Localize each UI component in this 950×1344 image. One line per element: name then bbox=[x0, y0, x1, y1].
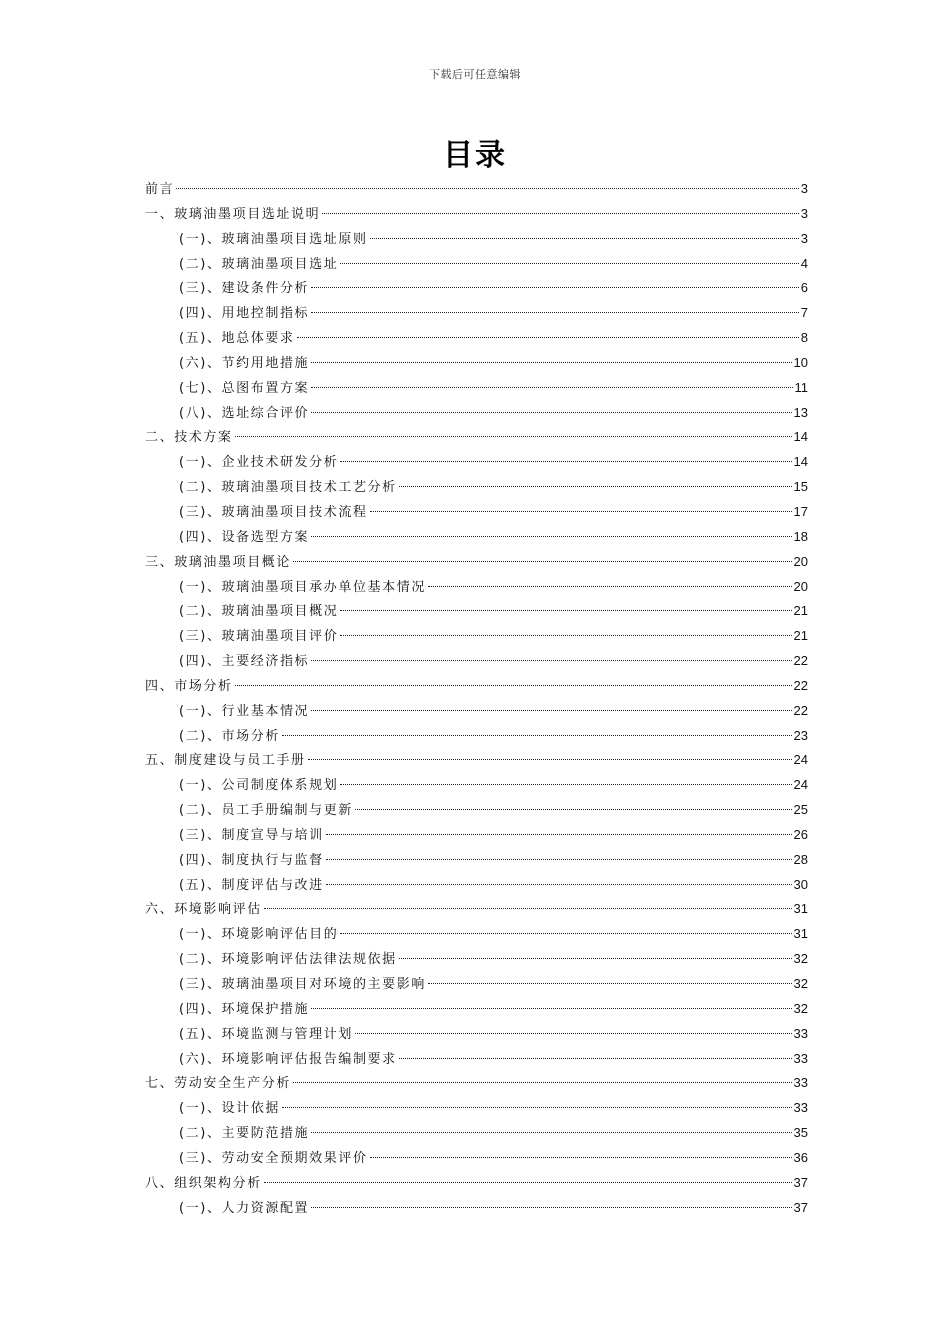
toc-entry-label: 七、劳动安全生产分析 bbox=[145, 1076, 292, 1092]
toc-entry[interactable] bbox=[145, 1171, 808, 1196]
toc-entry-page-number: 37 bbox=[793, 1174, 808, 1190]
toc-entry-page-number: 31 bbox=[793, 926, 808, 942]
toc-entry[interactable] bbox=[145, 649, 808, 674]
toc-dot-leader bbox=[311, 1008, 791, 1009]
toc-entry[interactable] bbox=[145, 575, 808, 600]
toc-entry-label: (二)、玻璃油墨项目技术工艺分析 bbox=[179, 480, 397, 496]
toc-entry-label: (二)、玻璃油墨项目选址 bbox=[179, 256, 339, 272]
toc-entry-page-number: 28 bbox=[793, 851, 808, 867]
toc-entry[interactable] bbox=[145, 724, 808, 749]
toc-entry-label: (二)、环境影响评估法律法规依据 bbox=[179, 952, 397, 968]
toc-dot-leader bbox=[340, 635, 791, 636]
page-header-note: 下载后可任意编辑 bbox=[429, 68, 521, 81]
toc-entry[interactable] bbox=[145, 773, 808, 798]
toc-entry[interactable] bbox=[145, 1096, 808, 1121]
toc-entry-page-number: 32 bbox=[793, 951, 808, 967]
toc-entry-label: (四)、环境保护措施 bbox=[179, 1001, 310, 1017]
toc-entry[interactable] bbox=[145, 1121, 808, 1146]
toc-entry-label: (七)、总图布置方案 bbox=[179, 380, 310, 396]
toc-dot-leader bbox=[235, 436, 792, 437]
toc-entry[interactable] bbox=[145, 1022, 808, 1047]
toc-entry-page-number: 21 bbox=[793, 603, 808, 619]
toc-entry-label: (一)、设计依据 bbox=[179, 1101, 280, 1117]
toc-entry-page-number: 33 bbox=[793, 1075, 808, 1091]
toc-dot-leader bbox=[370, 238, 799, 239]
toc-dot-leader bbox=[428, 586, 792, 587]
toc-entry-page-number: 33 bbox=[793, 1100, 808, 1116]
toc-entry[interactable] bbox=[145, 748, 808, 773]
toc-dot-leader bbox=[311, 660, 791, 661]
toc-entry-label: 六、环境影响评估 bbox=[145, 902, 262, 918]
toc-entry-page-number: 6 bbox=[800, 280, 808, 296]
toc-entry-label: (五)、环境监测与管理计划 bbox=[179, 1026, 353, 1042]
toc-entry-page-number: 15 bbox=[793, 479, 808, 495]
toc-dot-leader bbox=[311, 536, 791, 537]
toc-dot-leader bbox=[399, 486, 792, 487]
toc-dot-leader bbox=[264, 1182, 792, 1183]
toc-entry-label: (二)、市场分析 bbox=[179, 728, 280, 744]
toc-entry-label: 二、技术方案 bbox=[145, 430, 233, 446]
toc-dot-leader bbox=[297, 337, 799, 338]
toc-entry[interactable] bbox=[145, 997, 808, 1022]
toc-entry[interactable] bbox=[145, 798, 808, 823]
toc-entry[interactable] bbox=[145, 1047, 808, 1072]
toc-entry-page-number: 7 bbox=[800, 305, 808, 321]
toc-dot-leader bbox=[322, 213, 799, 214]
toc-dot-leader bbox=[311, 287, 799, 288]
toc-dot-leader bbox=[370, 511, 792, 512]
toc-entry[interactable] bbox=[145, 252, 808, 277]
toc-dot-leader bbox=[355, 1033, 792, 1034]
toc-entry-page-number: 23 bbox=[793, 727, 808, 743]
toc-entry-page-number: 18 bbox=[793, 528, 808, 544]
toc-entry[interactable] bbox=[145, 947, 808, 972]
toc-entry-label: (一)、环境影响评估目的 bbox=[179, 927, 339, 943]
toc-dot-leader bbox=[340, 610, 791, 611]
toc-entry-label: (五)、制度评估与改进 bbox=[179, 877, 324, 893]
toc-dot-leader bbox=[311, 1207, 791, 1208]
toc-entry-page-number: 33 bbox=[793, 1025, 808, 1041]
toc-dot-leader bbox=[311, 412, 791, 413]
toc-dot-leader bbox=[340, 461, 791, 462]
toc-dot-leader bbox=[340, 263, 798, 264]
toc-entry[interactable] bbox=[145, 475, 808, 500]
toc-dot-leader bbox=[308, 759, 792, 760]
toc-entry[interactable] bbox=[145, 425, 808, 450]
toc-entry-page-number: 33 bbox=[793, 1050, 808, 1066]
toc-entry[interactable] bbox=[145, 550, 808, 575]
toc-entry-label: (二)、玻璃油墨项目概况 bbox=[179, 604, 339, 620]
toc-entry[interactable] bbox=[145, 1071, 808, 1096]
toc-entry-page-number: 3 bbox=[800, 205, 808, 221]
toc-entry-page-number: 4 bbox=[800, 255, 808, 271]
toc-entry[interactable] bbox=[145, 897, 808, 922]
toc-entry-label: 前言 bbox=[145, 182, 175, 197]
toc-entry[interactable] bbox=[145, 599, 808, 624]
toc-entry-label: (三)、制度宣导与培训 bbox=[179, 827, 324, 843]
toc-entry-page-number: 24 bbox=[793, 777, 808, 793]
toc-entry[interactable] bbox=[145, 227, 808, 252]
toc-dot-leader bbox=[264, 908, 792, 909]
toc-entry-page-number: 11 bbox=[794, 379, 808, 395]
toc-dot-leader bbox=[235, 685, 792, 686]
toc-entry-label: (三)、玻璃油墨项目技术流程 bbox=[179, 504, 368, 520]
toc-entry-page-number: 35 bbox=[793, 1125, 808, 1141]
toc-entry[interactable] bbox=[145, 450, 808, 475]
toc-entry-page-number: 22 bbox=[793, 677, 808, 693]
toc-entry-label: (二)、主要防范措施 bbox=[179, 1126, 310, 1142]
toc-entry[interactable] bbox=[145, 351, 808, 376]
toc-entry-page-number: 32 bbox=[793, 976, 808, 991]
toc-entry-page-number: 22 bbox=[793, 702, 808, 718]
toc-entry-page-number: 36 bbox=[793, 1149, 808, 1165]
toc-dot-leader bbox=[311, 387, 792, 388]
toc-dot-leader bbox=[399, 958, 792, 959]
toc-entry[interactable] bbox=[145, 674, 808, 699]
toc-entry-label: (一)、玻璃油墨项目承办单位基本情况 bbox=[179, 579, 426, 595]
toc-entry[interactable] bbox=[145, 922, 808, 947]
toc-entry-label: (一)、企业技术研发分析 bbox=[179, 455, 339, 471]
toc-entry-label: 三、玻璃油墨项目概论 bbox=[145, 554, 292, 570]
toc-entry[interactable] bbox=[145, 500, 808, 525]
toc-dot-leader bbox=[293, 561, 792, 562]
toc-entry-page-number: 8 bbox=[800, 330, 808, 346]
toc-dot-leader bbox=[176, 188, 799, 189]
toc-dot-leader bbox=[370, 1157, 792, 1158]
toc-entry-label: (二)、员工手册编制与更新 bbox=[179, 803, 353, 819]
toc-entry-label: (一)、玻璃油墨项目选址原则 bbox=[179, 231, 368, 247]
toc-entry-page-number: 21 bbox=[793, 628, 808, 644]
toc-entry[interactable] bbox=[145, 376, 808, 401]
toc-entry[interactable] bbox=[145, 1196, 808, 1221]
toc-dot-leader bbox=[311, 710, 791, 711]
toc-dot-leader bbox=[293, 1082, 792, 1083]
toc-dot-leader bbox=[326, 834, 792, 835]
toc-entry-label: (八)、选址综合评价 bbox=[179, 405, 310, 421]
toc-entry-label: (一)、行业基本情况 bbox=[179, 703, 310, 719]
toc-entry[interactable] bbox=[145, 823, 808, 848]
toc-entry[interactable] bbox=[145, 177, 808, 202]
toc-dot-leader bbox=[340, 784, 791, 785]
toc-entry-label: (六)、节约用地措施 bbox=[179, 355, 310, 371]
toc-dot-leader bbox=[340, 933, 791, 934]
toc-entry-page-number: 37 bbox=[793, 1199, 808, 1215]
toc-entry[interactable] bbox=[145, 401, 808, 426]
toc-entry-page-number: 25 bbox=[793, 802, 808, 818]
toc-entry-label: (四)、制度执行与监督 bbox=[179, 852, 324, 868]
toc-dot-leader bbox=[311, 1132, 791, 1133]
toc-entry-page-number: 10 bbox=[793, 354, 808, 370]
toc-entry-page-number: 3 bbox=[800, 181, 808, 196]
toc-dot-leader bbox=[326, 859, 792, 860]
toc-entry-page-number: 14 bbox=[793, 429, 808, 445]
toc-entry-page-number: 14 bbox=[793, 454, 808, 470]
toc-entry-label: (四)、主要经济指标 bbox=[179, 654, 310, 670]
toc-entry-label: (六)、环境影响评估报告编制要求 bbox=[179, 1051, 397, 1067]
toc-entry-page-number: 3 bbox=[800, 230, 808, 246]
toc-entry-page-number: 17 bbox=[793, 503, 808, 519]
toc-dot-leader bbox=[282, 735, 792, 736]
toc-dot-leader bbox=[311, 312, 799, 313]
toc-entry-label: (四)、设备选型方案 bbox=[179, 529, 310, 545]
toc-dot-leader bbox=[399, 1058, 792, 1059]
toc-dot-leader bbox=[428, 983, 792, 984]
toc-entry-page-number: 13 bbox=[793, 404, 808, 420]
toc-dot-leader bbox=[311, 362, 791, 363]
toc-entry[interactable] bbox=[145, 326, 808, 351]
table-of-contents bbox=[145, 177, 808, 1220]
toc-entry-page-number: 26 bbox=[793, 826, 808, 842]
toc-dot-leader bbox=[326, 884, 792, 885]
toc-dot-leader bbox=[282, 1107, 792, 1108]
toc-entry-label: 一、玻璃油墨项目选址说明 bbox=[145, 206, 321, 222]
toc-entry[interactable] bbox=[145, 972, 808, 997]
toc-entry-page-number: 32 bbox=[793, 1000, 808, 1016]
toc-entry-label: (三)、建设条件分析 bbox=[179, 281, 310, 297]
toc-entry-page-number: 30 bbox=[793, 876, 808, 892]
toc-entry[interactable] bbox=[145, 1146, 808, 1171]
toc-entry[interactable] bbox=[145, 202, 808, 227]
toc-entry-page-number: 24 bbox=[793, 752, 808, 768]
toc-title: 目录 bbox=[443, 138, 507, 173]
toc-entry[interactable] bbox=[145, 276, 808, 301]
toc-entry-label: (三)、玻璃油墨项目对环境的主要影响 bbox=[179, 977, 426, 992]
toc-entry-page-number: 20 bbox=[793, 553, 808, 569]
toc-entry-page-number: 20 bbox=[793, 578, 808, 594]
toc-entry[interactable] bbox=[145, 525, 808, 550]
toc-entry-label: 四、市场分析 bbox=[145, 678, 233, 694]
toc-entry-label: (一)、公司制度体系规划 bbox=[179, 778, 339, 794]
toc-entry-label: (四)、用地控制指标 bbox=[179, 306, 310, 322]
toc-entry-page-number: 22 bbox=[793, 653, 808, 669]
toc-entry[interactable] bbox=[145, 848, 808, 873]
toc-entry[interactable] bbox=[145, 699, 808, 724]
toc-dot-leader bbox=[355, 809, 792, 810]
toc-entry[interactable] bbox=[145, 301, 808, 326]
toc-entry-label: (五)、地总体要求 bbox=[179, 331, 295, 347]
toc-entry[interactable] bbox=[145, 624, 808, 649]
toc-entry-page-number: 31 bbox=[793, 901, 808, 917]
toc-entry-label: (一)、人力资源配置 bbox=[179, 1200, 310, 1216]
toc-entry-label: (三)、玻璃油墨项目评价 bbox=[179, 629, 339, 645]
toc-entry[interactable] bbox=[145, 873, 808, 898]
toc-entry-label: (三)、劳动安全预期效果评价 bbox=[179, 1150, 368, 1166]
toc-entry-label: 五、制度建设与员工手册 bbox=[145, 753, 306, 769]
toc-entry-label: 八、组织架构分析 bbox=[145, 1175, 262, 1191]
